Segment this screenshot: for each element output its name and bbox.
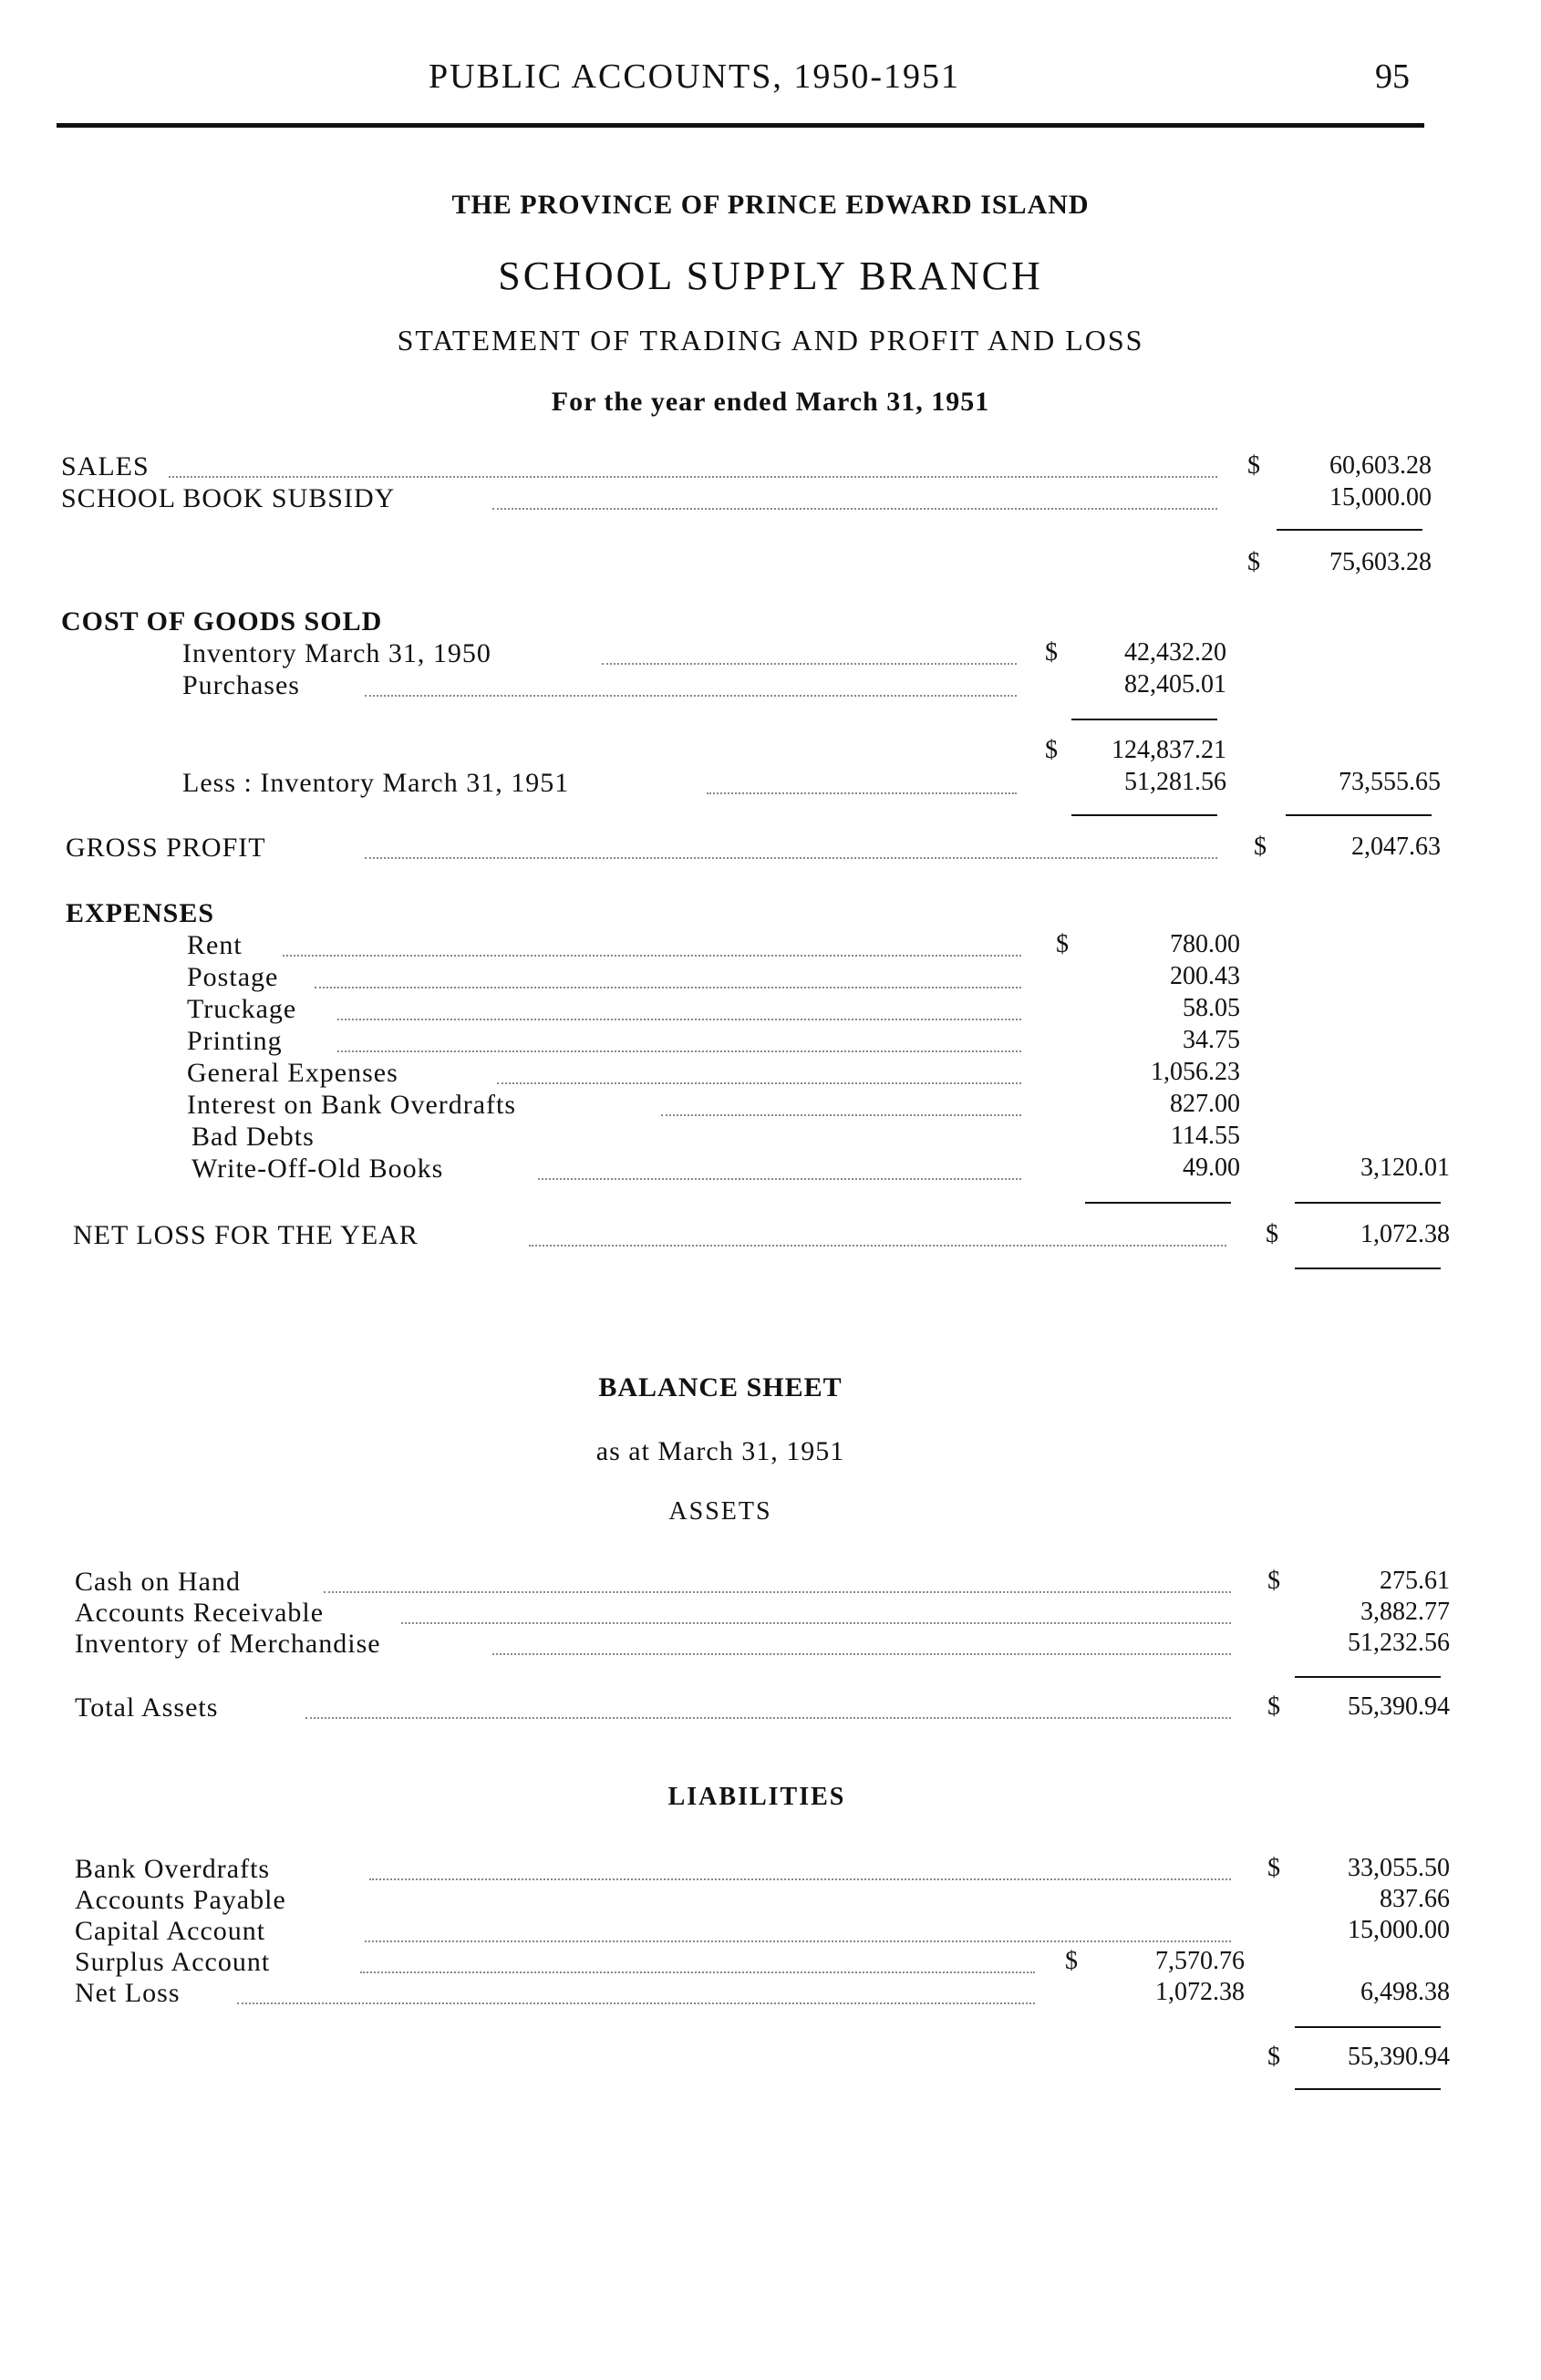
expense-row	[0, 1154, 1541, 1190]
expense-row	[0, 994, 1541, 1030]
inventory-close-amount: 51,281.56	[1124, 768, 1226, 796]
currency-symbol: $	[1247, 451, 1260, 480]
inventory-close-label: Less : Inventory March 31, 1951	[182, 768, 570, 798]
leader-dots	[365, 857, 1217, 859]
expense-row	[0, 1026, 1541, 1062]
expense-label: Postage	[187, 962, 279, 992]
total-assets-amount: 55,390.94	[1348, 1692, 1450, 1721]
subtotal-rule	[1295, 1676, 1441, 1678]
inventory-open-row	[0, 638, 1541, 675]
header-rule	[57, 123, 1424, 128]
currency-symbol: $	[1247, 548, 1260, 576]
expense-amount: 780.00	[1170, 930, 1240, 958]
expense-row	[0, 930, 1541, 967]
expense-row	[0, 1090, 1541, 1126]
total-liabilities-row	[0, 2043, 1541, 2079]
asset-amount: 3,882.77	[1360, 1598, 1450, 1626]
expenses-total: 3,120.01	[1360, 1154, 1450, 1182]
liability-amount: 837.66	[1380, 1885, 1450, 1913]
cogs-subtotal: 124,837.21	[1112, 736, 1226, 764]
expense-amount: 58.05	[1183, 994, 1240, 1022]
currency-symbol: $	[1267, 1567, 1280, 1595]
inventory-open-label: Inventory March 31, 1950	[182, 638, 491, 668]
net-loss-row	[0, 1220, 1541, 1257]
inventory-open-amount: 42,432.20	[1124, 638, 1226, 667]
net-loss-bs-label: Net Loss	[75, 1978, 181, 2008]
subtotal-rule	[1286, 814, 1432, 816]
net-loss-label: NET LOSS FOR THE YEAR	[73, 1220, 419, 1250]
subtotal-rule	[1277, 529, 1422, 531]
period-subtitle: For the year ended March 31, 1951	[551, 387, 990, 417]
expense-row	[0, 1058, 1541, 1094]
asset-label: Cash on Hand	[75, 1567, 241, 1597]
currency-symbol: $	[1266, 1220, 1278, 1248]
currency-symbol: $	[1065, 1947, 1078, 1975]
currency-symbol: $	[1267, 2043, 1280, 2071]
leader-dots	[360, 1971, 1035, 1973]
subsidy-label: SCHOOL BOOK SUBSIDY	[61, 483, 396, 513]
cogs-heading: COST OF GOODS SOLD	[61, 606, 383, 636]
expense-row	[0, 962, 1541, 999]
leader-dots	[401, 1622, 1231, 1624]
subtotal-rule	[1295, 2026, 1441, 2028]
leader-dots	[237, 2002, 1035, 2004]
expenses-heading: EXPENSES	[66, 898, 215, 928]
asset-row	[0, 1629, 1541, 1665]
expense-label: Truckage	[187, 994, 297, 1024]
leader-dots	[707, 792, 1017, 794]
asset-label: Inventory of Merchandise	[75, 1629, 381, 1659]
liability-label: Capital Account	[75, 1916, 266, 1946]
subtotal-rule	[1295, 1202, 1441, 1204]
surplus-amount: 7,570.76	[1155, 1947, 1245, 1975]
leader-dots	[529, 1245, 1226, 1247]
leader-dots	[315, 987, 1021, 988]
leader-dots	[337, 1019, 1021, 1020]
leader-dots	[337, 1050, 1021, 1052]
gross-profit-amount: 2,047.63	[1351, 833, 1441, 861]
expense-label: Rent	[187, 930, 243, 960]
sales-row	[0, 451, 1541, 488]
asset-amount: 51,232.56	[1348, 1629, 1450, 1657]
expense-amount: 34.75	[1183, 1026, 1240, 1054]
net-surplus-amount: 6,498.38	[1360, 1978, 1450, 2006]
expense-label: Bad Debts	[191, 1122, 315, 1152]
purchases-label: Purchases	[182, 670, 300, 700]
surplus-label: Surplus Account	[75, 1947, 271, 1977]
expense-amount: 200.43	[1170, 962, 1240, 990]
leader-dots	[661, 1114, 1021, 1116]
purchases-row	[0, 670, 1541, 707]
gross-profit-row	[0, 833, 1541, 869]
total-assets-row	[0, 1692, 1541, 1729]
income-total: 75,603.28	[1329, 548, 1432, 576]
statement-title: STATEMENT OF TRADING AND PROFIT AND LOSS	[397, 324, 1144, 357]
expense-amount: 1,056.23	[1151, 1058, 1240, 1086]
liability-amount: 15,000.00	[1348, 1916, 1450, 1944]
cogs-subtotal-row	[0, 736, 1541, 772]
balance-sheet-title: BALANCE SHEET	[598, 1372, 843, 1402]
leader-dots	[169, 476, 1217, 478]
expense-amount: 114.55	[1171, 1122, 1240, 1150]
total-underline	[1295, 1268, 1441, 1269]
liability-label: Accounts Payable	[75, 1885, 286, 1915]
leader-dots	[305, 1717, 1231, 1719]
branch-title: SCHOOL SUPPLY BRANCH	[498, 254, 1043, 298]
expense-label: Write-Off-Old Books	[191, 1154, 444, 1184]
asset-amount: 275.61	[1380, 1567, 1450, 1595]
balance-sheet-date: as at March 31, 1951	[595, 1436, 845, 1466]
currency-symbol: $	[1254, 833, 1267, 861]
sales-label: SALES	[61, 451, 150, 481]
province-title: THE PROVINCE OF PRINCE EDWARD ISLAND	[451, 190, 1090, 220]
liability-amount: 33,055.50	[1348, 1854, 1450, 1882]
subsidy-row	[0, 483, 1541, 520]
total-liabilities-amount: 55,390.94	[1348, 2043, 1450, 2071]
expense-amount: 49.00	[1183, 1154, 1240, 1182]
total-underline	[1295, 2088, 1441, 2090]
currency-symbol: $	[1267, 1692, 1280, 1721]
subtotal-rule	[1071, 719, 1217, 720]
leader-dots	[369, 1878, 1231, 1880]
leader-dots	[365, 1940, 1231, 1942]
net-loss-bs-amount: 1,072.38	[1155, 1978, 1245, 2006]
cogs-total: 73,555.65	[1339, 768, 1441, 796]
leader-dots	[324, 1591, 1231, 1593]
leader-dots	[283, 955, 1021, 957]
gross-profit-label: GROSS PROFIT	[66, 833, 266, 863]
subtotal-rule	[1085, 1202, 1231, 1204]
currency-symbol: $	[1045, 736, 1058, 764]
expense-label: General Expenses	[187, 1058, 398, 1088]
inventory-close-row	[0, 768, 1541, 804]
currency-symbol: $	[1267, 1854, 1280, 1882]
net-loss-amount: 1,072.38	[1360, 1220, 1450, 1248]
leader-dots	[365, 695, 1017, 697]
expense-label: Printing	[187, 1026, 283, 1056]
expense-amount: 827.00	[1170, 1090, 1240, 1118]
expense-label: Interest on Bank Overdrafts	[187, 1090, 517, 1120]
currency-symbol: $	[1045, 638, 1058, 667]
liabilities-heading: LIABILITIES	[667, 1783, 846, 1811]
total-assets-label: Total Assets	[75, 1692, 219, 1723]
leader-dots	[538, 1178, 1021, 1180]
currency-symbol: $	[1056, 930, 1069, 958]
income-total-row	[0, 548, 1541, 585]
purchases-amount: 82,405.01	[1124, 670, 1226, 698]
expense-row	[0, 1122, 1541, 1158]
leader-dots	[492, 508, 1217, 510]
sales-amount: 60,603.28	[1329, 451, 1432, 480]
liability-label: Bank Overdrafts	[75, 1854, 271, 1884]
subtotal-rule	[1071, 814, 1217, 816]
page-number: 95	[1375, 57, 1410, 96]
leader-dots	[492, 1653, 1231, 1655]
leader-dots	[497, 1082, 1021, 1084]
net-loss-bs-row	[0, 1978, 1541, 2014]
asset-label: Accounts Receivable	[75, 1598, 325, 1628]
page-header-title: PUBLIC ACCOUNTS, 1950-1951	[429, 57, 960, 96]
leader-dots	[602, 663, 1017, 665]
subsidy-amount: 15,000.00	[1329, 483, 1432, 512]
assets-heading: ASSETS	[668, 1497, 772, 1526]
